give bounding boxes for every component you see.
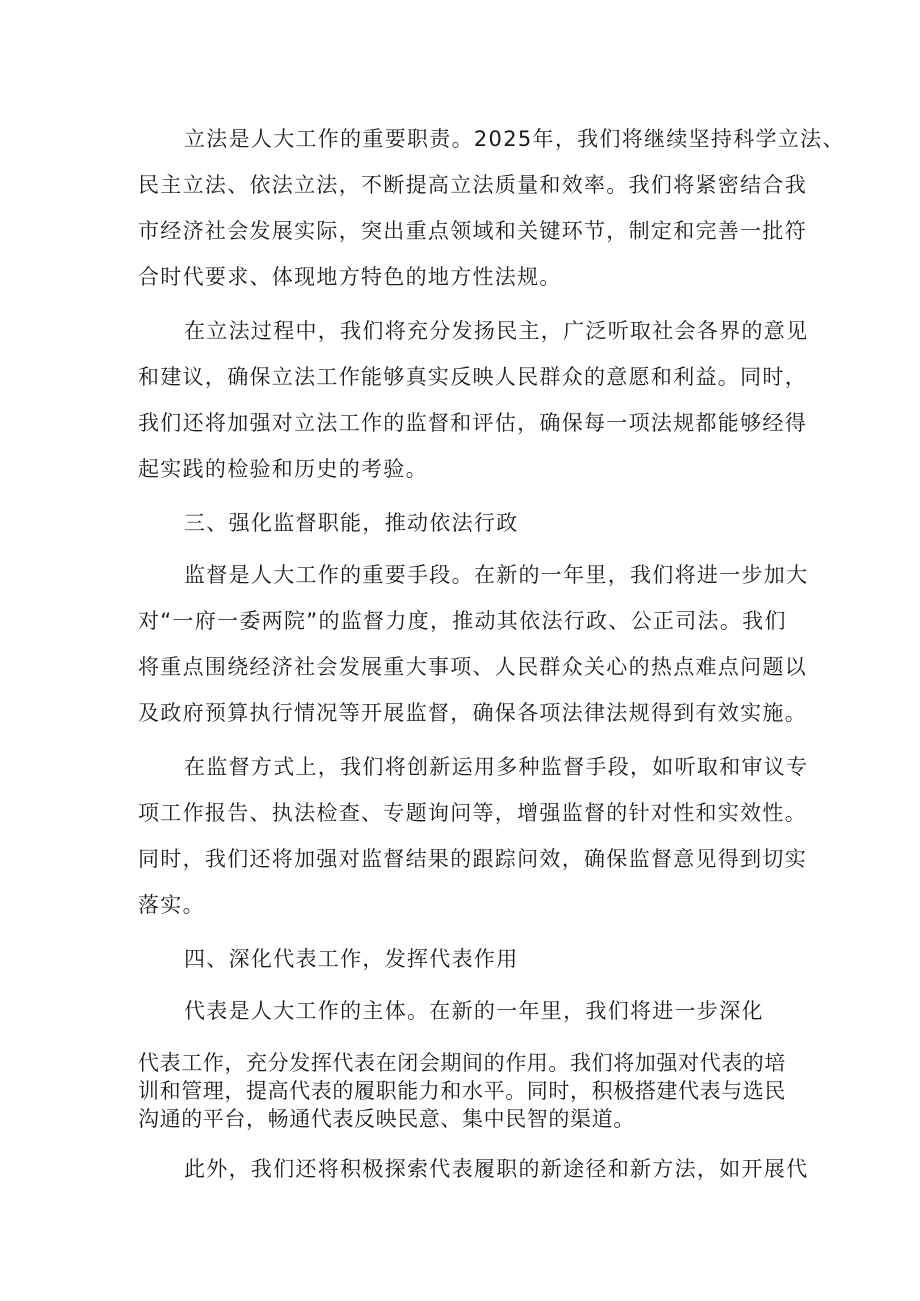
paragraph-line: 代表是人大工作的主体。在新的一年里，我们将进一步深化	[184, 999, 764, 1023]
paragraph-line: 此外，我们还将积极探索代表履职的新途径和新方法，如开展代	[184, 1157, 809, 1181]
paragraph-line: 在监督方式上，我们将创新运用多种监督手段，如听取和审议专	[184, 755, 809, 779]
paragraph-line: 沟通的平台，畅通代表反映民意、集中民智的渠道。	[138, 1107, 635, 1131]
paragraph-line: 起实践的检验和历史的考验。	[138, 457, 428, 481]
paragraph-line: 监督是人大工作的重要手段。在新的一年里，我们将进一步加大	[184, 563, 809, 587]
paragraph-line: 训和管理，提高代表的履职能力和水平。同时，积极搭建代表与选民	[138, 1079, 786, 1103]
paragraph-line: 市经济社会发展实际，突出重点领域和关键环节，制定和完善一批符	[138, 219, 807, 243]
paragraph-line: 对“一府一委两院”的监督力度，推动其依法行政、公正司法。我们	[138, 609, 787, 633]
paragraph-line: 及政府预算执行情况等开展监督，确保各项法律法规得到有效实施。	[138, 701, 807, 725]
section-heading: 三、强化监督职能，推动依法行政	[184, 511, 519, 535]
paragraph-line: 民主立法、依法立法，不断提高立法质量和效率。我们将紧密结合我	[138, 173, 807, 197]
paragraph-line: 和建议，确保立法工作能够真实反映人民群众的意愿和利益。同时，	[138, 365, 807, 389]
paragraph-line: 在立法过程中，我们将充分发扬民主，广泛听取社会各界的意见	[184, 319, 809, 343]
paragraph-line: 将重点围绕经济社会发展重大事项、人民群众关心的热点难点问题以	[138, 655, 807, 679]
paragraph-line: 项工作报告、执法检查、专题询问等，增强监督的针对性和实效性。	[138, 801, 807, 825]
paragraph-line: 合时代要求、体现地方特色的地方性法规。	[138, 265, 562, 289]
paragraph-line: 落实。	[138, 893, 205, 917]
paragraph-line: 代表工作，充分发挥代表在闭会期间的作用。我们将加强对代表的培	[138, 1051, 786, 1075]
paragraph-line: 立法是人大工作的重要职责。2025年，我们将继续坚持科学立法、	[184, 127, 845, 151]
paragraph-line: 我们还将加强对立法工作的监督和评估，确保每一项法规都能够经得	[138, 411, 807, 435]
paragraph-line: 同时，我们还将加强对监督结果的跟踪问效，确保监督意见得到切实	[138, 847, 807, 871]
section-heading: 四、深化代表工作，发挥代表作用	[184, 947, 519, 971]
